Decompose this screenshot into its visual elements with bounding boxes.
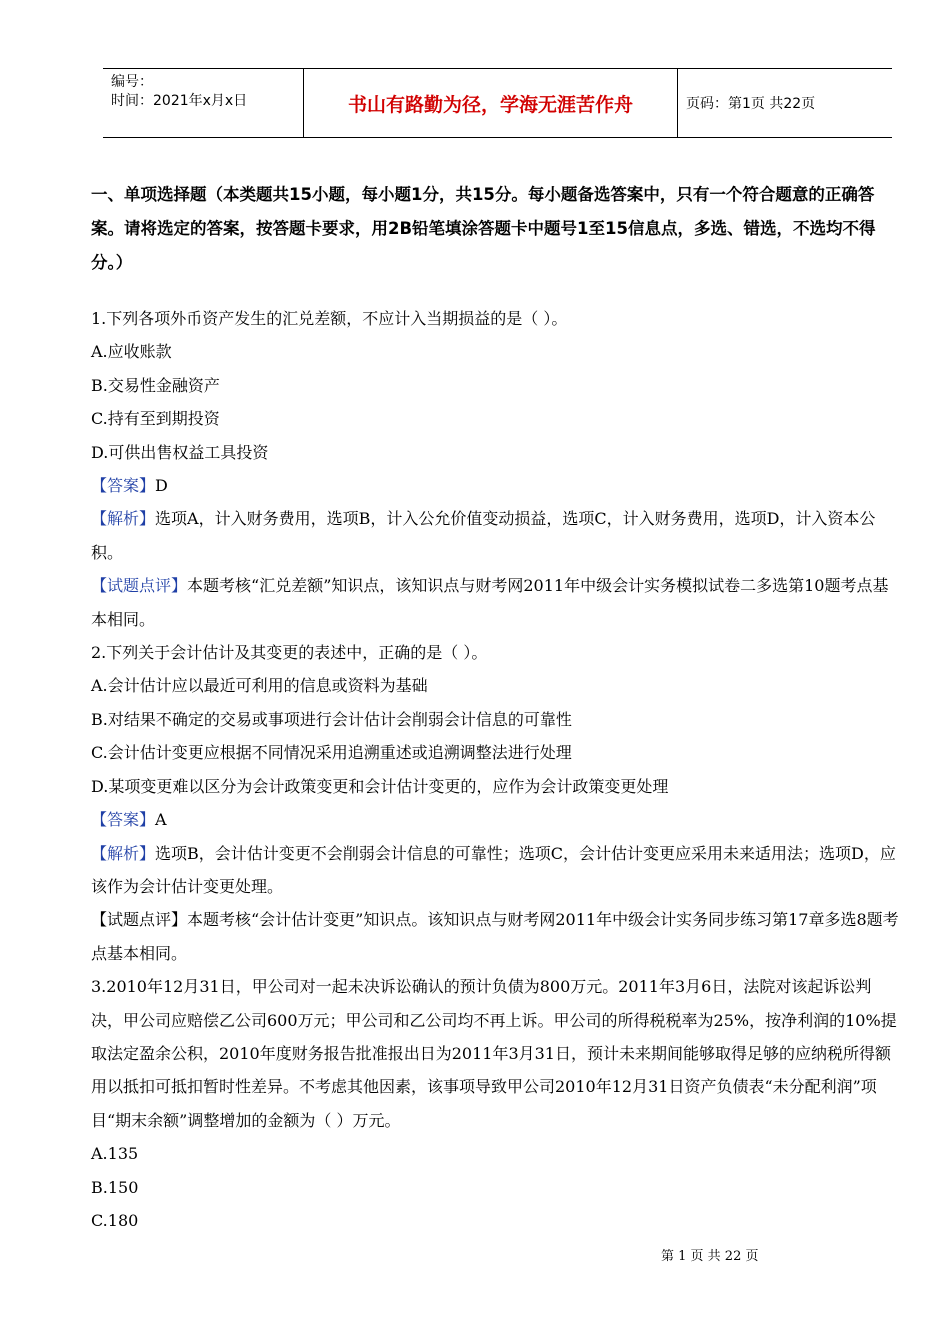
q2-stem: 2.下列关于会计估计及其变更的表述中，正确的是（ ）。 [91,643,488,663]
analysis-tag: 【解析】 [91,843,156,863]
q1-comment [91,569,903,636]
q2-option-a: A.会计估计应以最近可利用的信息或资料为基础 [91,676,428,696]
time-line: 时间：2021年x月x日 [111,93,248,109]
q2-analysis [91,837,903,904]
q3-option-c: C.180 [91,1210,139,1230]
q2-option-c: C.会计估计变更应根据不同情况采用追溯重述或追溯调整法进行处理 [91,743,572,763]
q2-answer [91,803,903,836]
motto-cell [304,69,678,137]
number-label: 编号： [111,74,153,90]
q1-analysis [91,502,903,569]
analysis-text: 选项A，计入财务费用，选项B，计入公允价值变动损益，选项C，计入财务费用，选项D，计入资本公积。 [91,509,876,562]
q2-comment: 【试题点评】本题考核“会计估计变更”知识点。该知识点与财考网2011年中级会计实务同步练习第17章多选8题考点基本相同。 [91,910,899,963]
page-code: 页码：第1页 共22页 [686,96,816,112]
page-footer: 第 1 页 共 22 页 [661,1249,759,1264]
q2-option-d: D.某项变更难以区分为会计政策变更和会计估计变更的，应作为会计政策变更处理 [91,776,669,796]
page-code-cell [678,69,892,137]
q2-option-b: B.对结果不确定的交易或事项进行会计估计会削弱会计信息的可靠性 [91,709,572,729]
section-title: 一、单项选择题（本类题共15小题，每小题1分，共15分。每小题备选答案中，只有一个符合题意的正确答案。请将选定的答案，按答题卡要求，用2B铅笔填涂答题卡中题号1至15信息点，多选、错选，不选均不得分。） [91,185,876,272]
header-table [103,68,892,138]
answer-value: A [155,810,167,830]
q3-option-b: B.150 [91,1177,139,1197]
q3-stem: 3.2010年12月31日，甲公司对一起未决诉讼确认的预计负债为800万元。2011年3月6日，法院对该起诉讼判决，甲公司应赔偿乙公司600万元；甲公司和乙公司均不再上诉。甲公司的所得税税率为25%，按净利润的10%提取法定盈余公积，2010年度财务报告批准报出日为2011年3月31日，预计未来期间能够取得足够的应纳税所得额用以抵扣可抵扣暂时性差异。不考虑其他因素，该事项导致甲公司2010年12月31日资产负债表“未分配利润”项目“期末余额”调整增加的金额为（ ）万元。 [91,977,897,1130]
answer-tag: 【答案】 [91,476,156,496]
q1-option-c: C.持有至到期投资 [91,409,220,429]
analysis-tag: 【解析】 [91,509,156,529]
answer-tag: 【答案】 [91,810,156,830]
analysis-text: 选项B，会计估计变更不会削弱会计信息的可靠性；选项C，会计估计变更应采用未来适用法；选项D，应该作为会计估计变更处理。 [91,843,896,896]
answer-value: D [155,476,168,496]
document-body [91,178,903,1237]
motto: 书山有路勤为径，学海无涯苦作舟 [347,93,633,116]
q1-option-a: A.应收账款 [91,342,172,362]
comment-text: 本题考核“汇兑差额”知识点，该知识点与财考网2011年中级会计实务模拟试卷二多选第10题考点基本相同。 [91,576,889,629]
comment-tag: 【试题点评】 [91,576,188,596]
q3-option-a: A.135 [91,1144,139,1164]
header-meta-cell [103,69,304,137]
q1-answer [91,469,903,502]
q1-option-b: B.交易性金融资产 [91,375,220,395]
q1-option-d: D.可供出售权益工具投资 [91,442,269,462]
q1-stem: 1.下列各项外币资产发生的汇兑差额，不应计入当期损益的是（ ）。 [91,309,568,328]
